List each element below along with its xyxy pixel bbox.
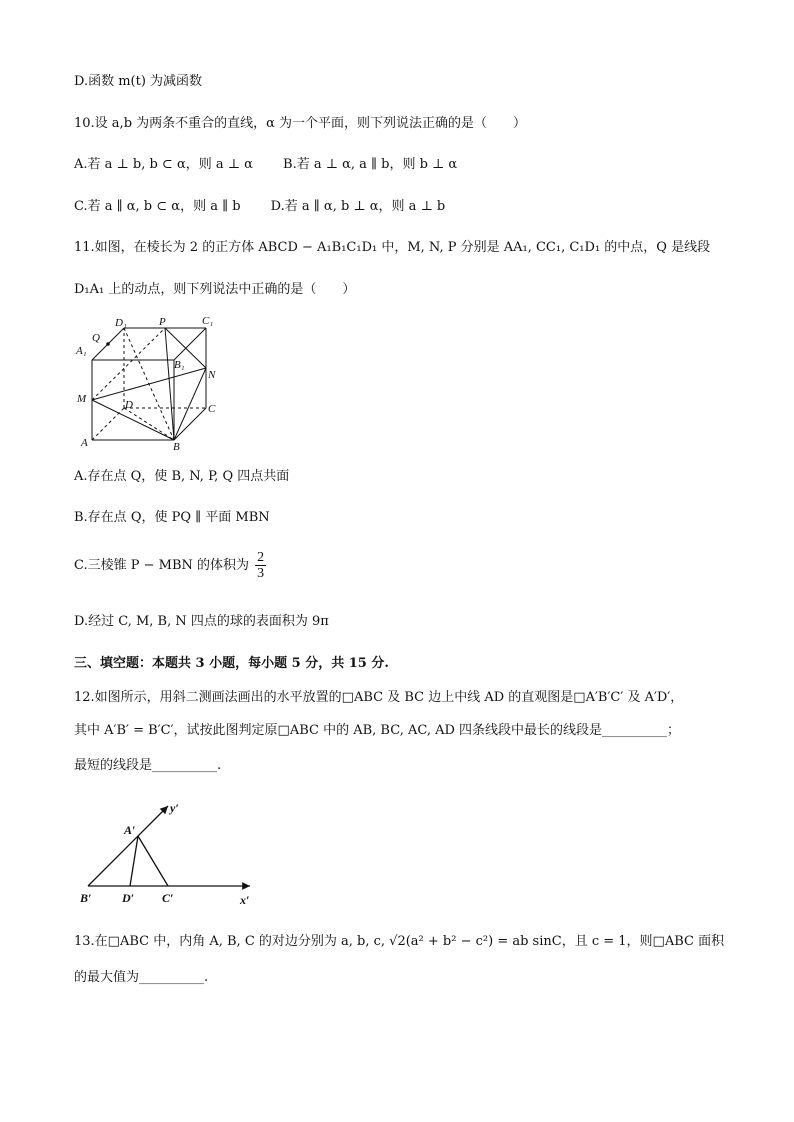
label-d1: D₁ [115,317,127,329]
section-3-heading: 三、填空题：本题共 3 小题，每小题 5 分，共 15 分. [74,656,389,671]
edge-b1c1 [174,328,206,360]
fraction-two-thirds [255,550,266,581]
segment-bn [174,368,206,440]
cube-figure [70,312,230,452]
q11-stem-line1: 11.如图，在棱长为 2 的正方体 ABCD − A₁B₁C₁D₁ 中，M, N, P 分别是 AA₁, CC₁, C₁D₁ 的中点，Q 是线段 [74,240,711,255]
q11-option-d: D.经过 C, M, B, N 四点的球的表面积为 9π [74,614,329,629]
label-d-prime: D′ [122,891,135,905]
label-c-prime: C′ [162,891,174,905]
oblique-triangle-figure [78,800,268,910]
label-b1: B₁ [174,359,185,371]
q10-stem: 10.设 a,b 为两条不重合的直线，α 为一个平面，则下列说法正确的是（ ） [74,116,527,131]
label-c: C [208,403,216,415]
label-q: Q [92,332,100,344]
label-a1: A₁ [76,345,87,357]
q13-stem-line1: 13.在□ABC 中，内角 A, B, C 的对边分别为 a, b, c, √2(a² + b² − c²) = ab sinC，且 c = 1，则□ABC 面积 [74,934,725,949]
q11-option-c [74,550,268,581]
segment-mb [92,400,174,440]
label-n: N [208,369,216,381]
q12-stem-line1: 12.如图所示，用斜二测画法画出的水平放置的□ABC 及 BC 边上中线 AD 的直观图是□A′B′C′ 及 A′D′， [74,690,684,705]
q12-stem-line3: 最短的线段是__________. [74,758,222,773]
q10-options-ab: A.若 a ⊥ b, b ⊂ α，则 a ⊥ α B.若 a ⊥ α, a ∥ b，则 b ⊥ α [74,157,458,172]
label-a-prime: A′ [124,823,136,837]
y-axis [88,806,168,886]
point-q [106,342,110,346]
q11-stem-line2: D₁A₁ 上的动点，则下列说法中正确的是（ ） [74,282,356,297]
segment-mp-hidden [92,328,165,400]
label-d: D [125,399,133,411]
fraction-denominator: 3 [257,566,265,581]
fraction-numerator: 2 [257,550,265,565]
q13-stem-line2: 的最大值为__________. [74,970,209,985]
q11-option-b: B.存在点 Q，使 PQ ∥ 平面 MBN [74,510,270,525]
side-ac [138,836,168,886]
label-y-axis: y′ [170,801,179,815]
edge-bc [174,408,206,440]
q10-options-cd: C.若 a ∥ α, b ⊂ α，则 a ∥ b D.若 a ∥ α, b ⊥ α，则 a ⊥ b [74,199,446,214]
label-p: P [159,316,166,328]
label-m: M [77,393,87,405]
label-c1: C₁ [202,315,214,327]
q11-option-c-text: C.三棱锥 P − MBN 的体积为 [74,558,250,573]
label-b-prime: B′ [80,891,92,905]
q11-option-a: A.存在点 Q，使 B, N, P, Q 四点共面 [74,469,290,484]
q12-stem-line2: 其中 A′B′ = B′C′，试按此图判定原□ABC 中的 AB, BC, AC, AD 四条线段中最长的线段是__________； [74,723,681,738]
edge-ad-hidden [92,408,124,440]
q9-option-d: D.函数 m(t) 为减函数 [74,74,203,89]
label-x-axis: x′ [240,893,250,907]
label-b: B [173,441,180,452]
label-a: A [81,437,88,449]
